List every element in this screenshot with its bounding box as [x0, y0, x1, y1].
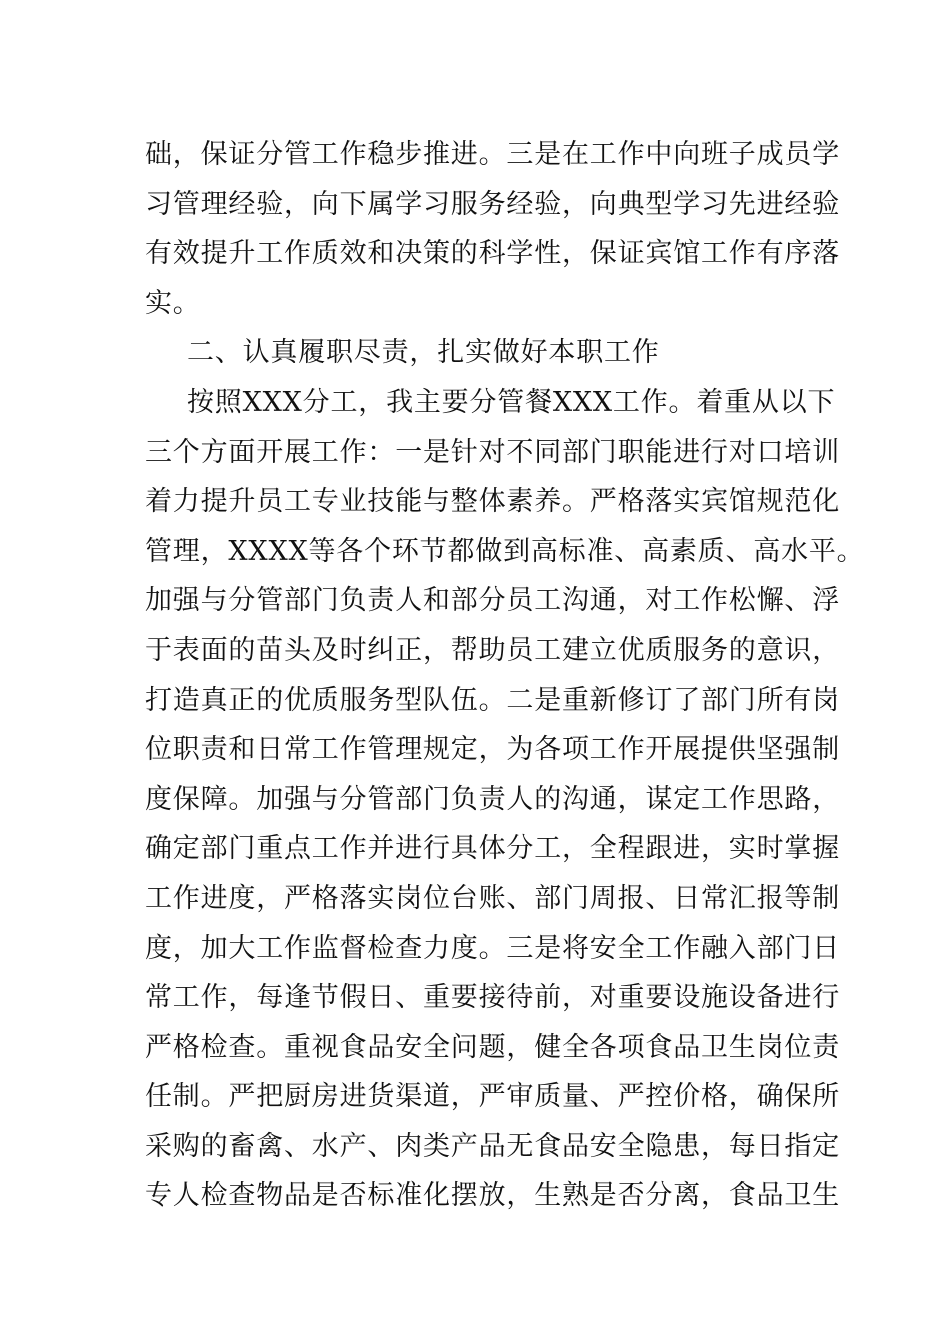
text-line: 工作进度，严格落实岗位台账、部门周报、日常汇报等制 [145, 882, 840, 914]
text-line: 专人检查物品是否标准化摆放，生熟是否分离，食品卫生 [145, 1180, 840, 1212]
text-line: 加强与分管部门负责人和部分员工沟通，对工作松懈、浮 [145, 585, 840, 617]
text-line: 采购的畜禽、水产、肉类产品无食品安全隐患，每日指定 [145, 1130, 840, 1162]
text-line: 管理，XXXX等各个环节都做到高标准、高素质、高水平。 [145, 535, 865, 567]
text-line: 实。 [145, 287, 201, 319]
section-heading: 二、认真履职尽责，扎实做好本职工作 [187, 337, 660, 369]
text-line: 有效提升工作质效和决策的科学性，保证宾馆工作有序落 [145, 238, 840, 270]
text-line: 着力提升员工专业技能与整体素养。严格落实宾馆规范化 [145, 486, 840, 518]
text-line: 度保障。加强与分管部门负责人的沟通，谋定工作思路， [145, 783, 840, 815]
body-text [145, 130, 865, 1221]
text-line: 于表面的苗头及时纠正，帮助员工建立优质服务的意识， [145, 634, 840, 666]
text-line: 位职责和日常工作管理规定，为各项工作开展提供坚强制 [145, 734, 840, 766]
text-line: 度，加大工作监督检查力度。三是将安全工作融入部门日 [145, 932, 840, 964]
text-line: 习管理经验，向下属学习服务经验，向典型学习先进经验 [145, 188, 840, 220]
text-line: 础，保证分管工作稳步推进。三是在工作中向班子成员学 [145, 139, 840, 170]
text-line: 常工作，每逢节假日、重要接待前，对重要设施设备进行 [145, 982, 840, 1014]
paragraph-first-line: 按照XXX分工，我主要分管餐XXX工作。着重从以下 [187, 386, 836, 418]
text-line: 确定部门重点工作并进行具体分工，全程跟进，实时掌握 [145, 833, 840, 865]
text-line: 严格检查。重视食品安全问题，健全各项食品卫生岗位责 [145, 1031, 840, 1063]
text-line: 打造真正的优质服务型队伍。二是重新修订了部门所有岗 [145, 684, 840, 716]
text-line: 任制。严把厨房进货渠道，严审质量、严控价格，确保所 [145, 1081, 840, 1113]
text-line: 三个方面开展工作：一是针对不同部门职能进行对口培训 [145, 436, 840, 468]
